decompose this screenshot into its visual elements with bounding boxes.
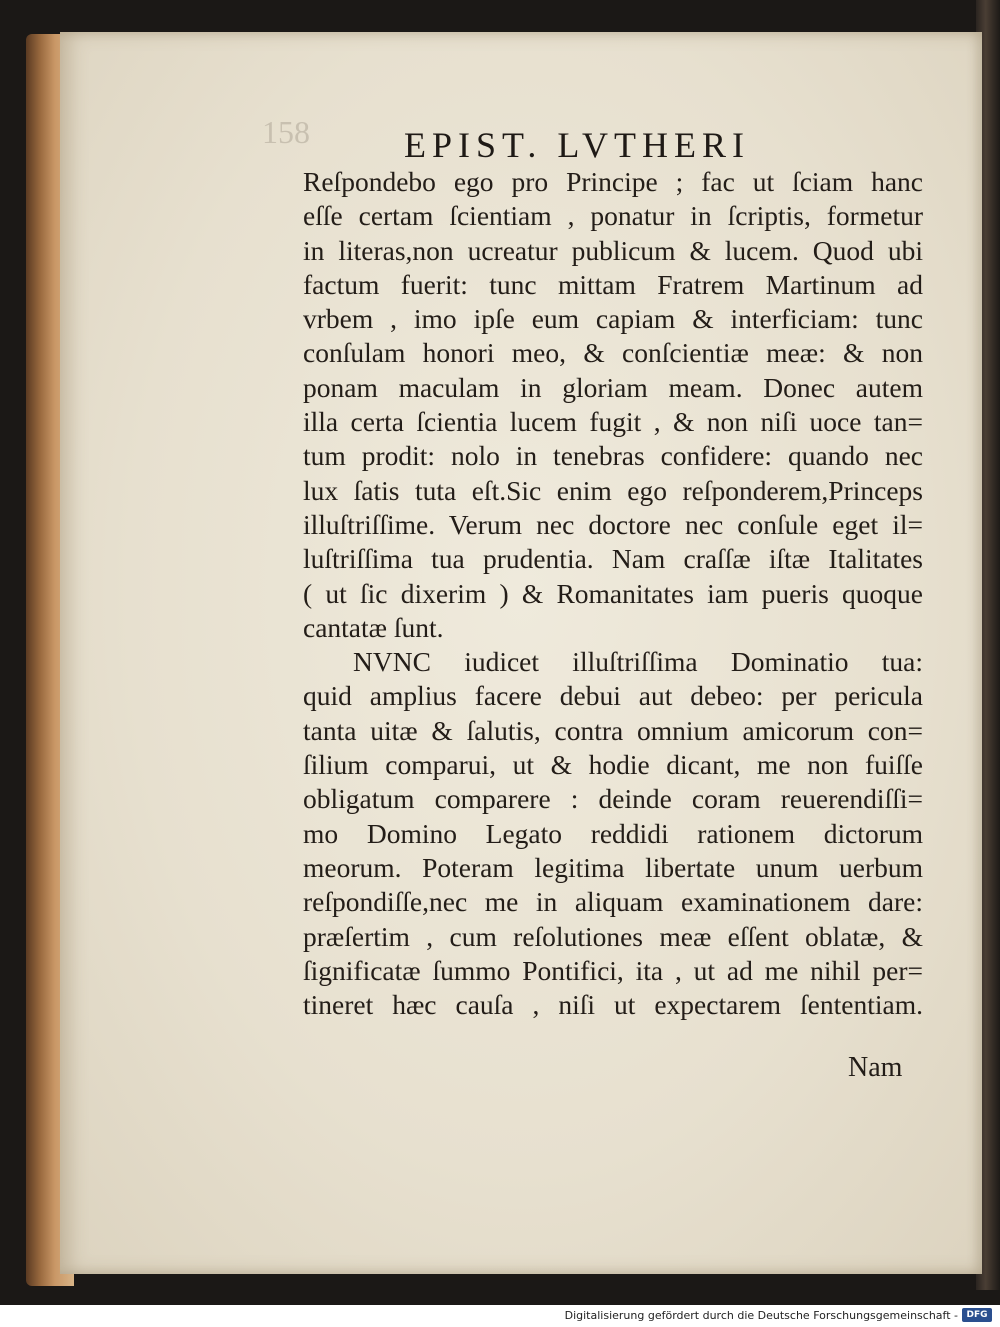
text-line: ſignificatæ ſummo Pontifici, ita , ut ad me nihil per= [303,954,923,986]
funding-credit: Digitalisierung gefördert durch die Deutsche Forschungsgemeinschaft - [564,1309,958,1322]
text-line: vrbem , imo ipſe eum capiam & interficiam: tunc [303,303,923,335]
text-line: ( ut ſic dixerim ) & Romanitates iam pueris quoque [303,577,923,609]
footer-bar [0,1305,1000,1327]
text-line: illa certa ſcientia lucem fugit , & non niſi uoce tan= [303,406,923,438]
text-line: obligatum comparere : deinde coram reuerendiſſi= [303,783,923,815]
dfg-logo-icon: DFG [962,1308,992,1322]
text-line: luſtriſſima tua prudentia. Nam craſſæ iſtæ Italitates [303,543,923,575]
text-line: Reſpondebo ego pro Principe ; fac ut ſciam hanc [303,166,923,197]
catchword: Nam [848,1052,903,1083]
text-line: NVNC iudicet illuſtriſſima Dominatio tua: [353,646,923,678]
text-line: tanta uitæ & ſalutis, contra omnium amicorum con= [303,714,923,746]
text-line: meorum. Poteram legitima libertate unum uerbum [303,851,923,883]
text-line: præſertim , cum reſolutiones meæ eſſent oblatæ, & [303,920,923,952]
running-head: EPIST. LVTHERI [404,125,751,165]
text-line: illuſtriſſime. Verum nec doctore nec conſule eget il= [303,508,923,540]
text-line: lux ſatis tuta eſt.Sic enim ego reſponderem,Princeps [303,474,923,506]
text-line: eſſe certam ſcientiam , ponatur in ſcriptis, formetur [303,200,923,232]
body-text [303,165,923,1022]
text-line: cantatæ ſunt. [303,611,444,643]
text-line: tineret hæc cauſa , niſi ut expectarem ſententiam. [303,989,923,1021]
text-line: conſulam honori meo, & conſcientiæ meæ: & non [303,337,923,369]
text-line: in literas,non ucreatur publicum & lucem. Quod ubi [303,234,923,266]
text-line: quid amplius facere debui aut debeo: per pericula [303,680,923,712]
text-line: ponam maculam in gloriam meam. Donec autem [303,371,923,403]
text-line: tum prodit: nolo in tenebras confidere: quando nec [303,440,923,472]
text-line: reſpondiſſe,nec me in aliquam examinationem dare: [303,886,923,918]
text-line: factum fuerit: tunc mittam Fratrem Martinum ad [303,268,923,300]
page-number: 158 [262,114,310,150]
text-line: ſilium comparui, ut & hodie dicant, me non fuiſſe [303,749,923,781]
text-line: mo Domino Legato reddidi rationem dictorum [303,817,923,849]
